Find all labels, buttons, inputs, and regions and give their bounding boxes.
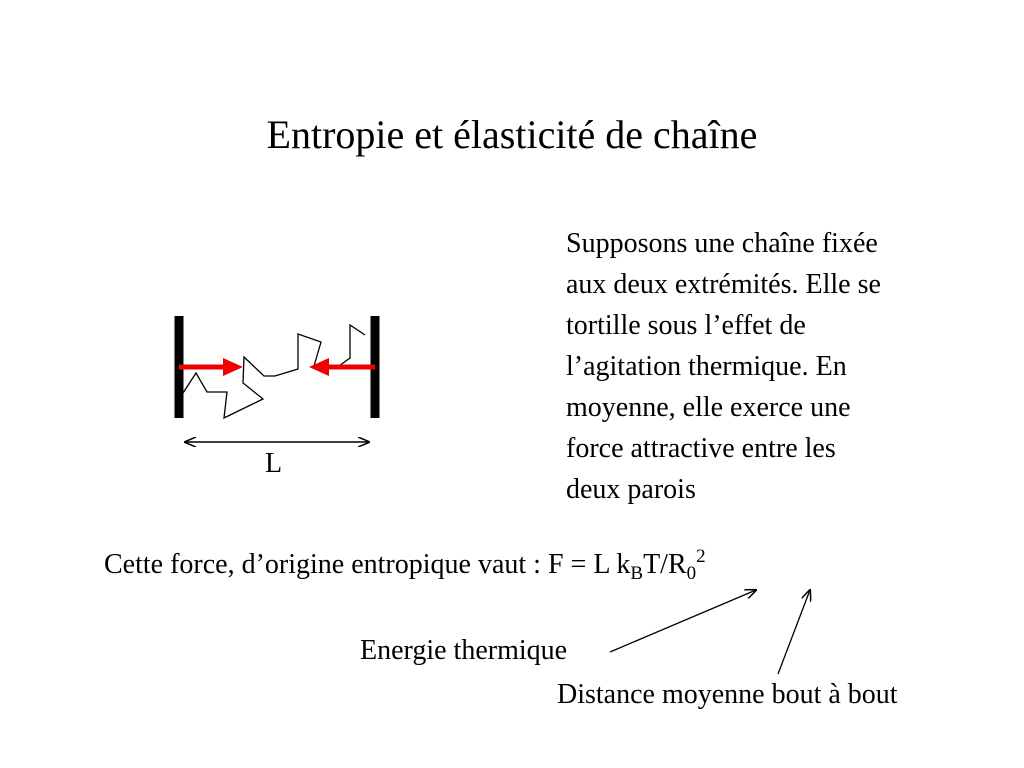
mean-distance-label: Distance moyenne bout à bout <box>557 679 898 710</box>
explanation-paragraph: Supposons une chaîne fixée aux deux extrémités. Elle se tortille sous l’effet de l’agitation thermique. En moyenne, elle exerce une force attractive entre les deux parois <box>566 228 881 505</box>
length-label: L <box>265 448 283 479</box>
k-subscript: B <box>630 563 644 584</box>
thermal-energy-pointer <box>610 590 756 652</box>
force-formula <box>104 545 706 585</box>
thermal-energy-label: Energie thermique <box>360 635 568 666</box>
mean-distance-pointer <box>778 590 810 674</box>
r-subscript: 0 <box>686 563 697 584</box>
formula-prefix: Cette force, d’origine entropique vaut : F = L k <box>104 549 631 580</box>
left-force-arrow <box>179 358 243 376</box>
polymer-chain <box>183 325 365 418</box>
r-exponent: 2 <box>696 546 706 567</box>
formula-middle: T/R <box>643 549 687 580</box>
slide-title: Entropie et élasticité de chaîne <box>266 112 758 157</box>
right-force-arrow <box>309 358 375 376</box>
